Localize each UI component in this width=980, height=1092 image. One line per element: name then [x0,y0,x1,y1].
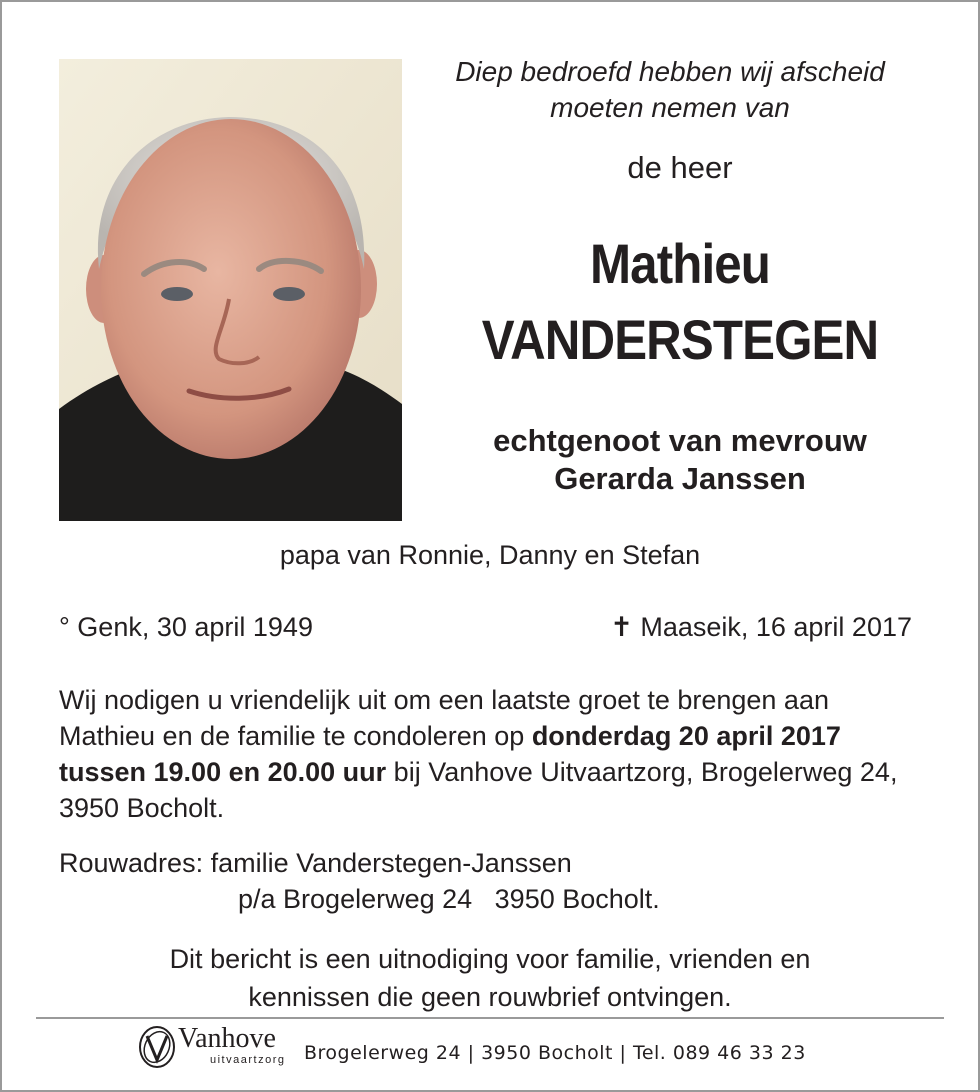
mourning-address-line-2: p/a Brogelerweg 24 3950 Bocholt. [238,884,660,914]
spouse-line-2: Gerarda Janssen [554,461,806,496]
intro-line-2: moeten nemen van [550,92,790,123]
spouse-info [410,422,950,498]
invitation-text-2: bij Vanhove Uitvaartzorg, Brogelerweg 24, 3950 Bocholt. [59,757,898,823]
portrait-illustration [59,59,402,521]
intro-line-1: Diep bedroefd hebben wij afscheid [455,56,885,87]
logo-subtitle: uitvaartzorg [210,1054,286,1066]
invitation-text-1: Wij nodigen u vriendelijk uit om een laatste groet te brengen aan Mathieu en de familie te condoleren op [59,685,829,751]
vanhove-logo [136,1024,296,1070]
children-line: papa van Ronnie, Danny en Stefan [279,540,701,570]
death-info: ✝ Maaseik, 16 april 2017 [610,612,912,642]
invitation-date-time: donderdag 20 april 2017 tussen 19.00 en 20.00 uur [59,721,841,787]
footer-divider [36,1017,944,1019]
logo-name: Vanhove [178,1023,276,1054]
deceased-first-name: Mathieu [589,232,771,295]
deceased-last-name: VANDERSTEGEN [481,308,879,371]
footer-contact: Brogelerweg 24 | 3950 Bocholt | Tel. 089 46 33 23 [304,1042,806,1064]
spouse-line-1: echtgenoot van mevrouw [493,423,867,458]
notice-line-1: Dit bericht is een uitnodiging voor familie, vrienden en [169,944,811,974]
invitation-paragraph [59,682,929,826]
notice [0,940,980,1016]
birth-info: ° Genk, 30 april 1949 [59,612,313,642]
notice-line-2: kennissen die geen rouwbrief ontvingen. [248,982,732,1012]
portrait-photo [59,59,402,521]
vanhove-logo-icon [136,1024,178,1070]
mourning-address-line-1: Rouwadres: familie Vanderstegen-Janssen [59,848,572,878]
title-honorific: de heer [627,150,733,185]
